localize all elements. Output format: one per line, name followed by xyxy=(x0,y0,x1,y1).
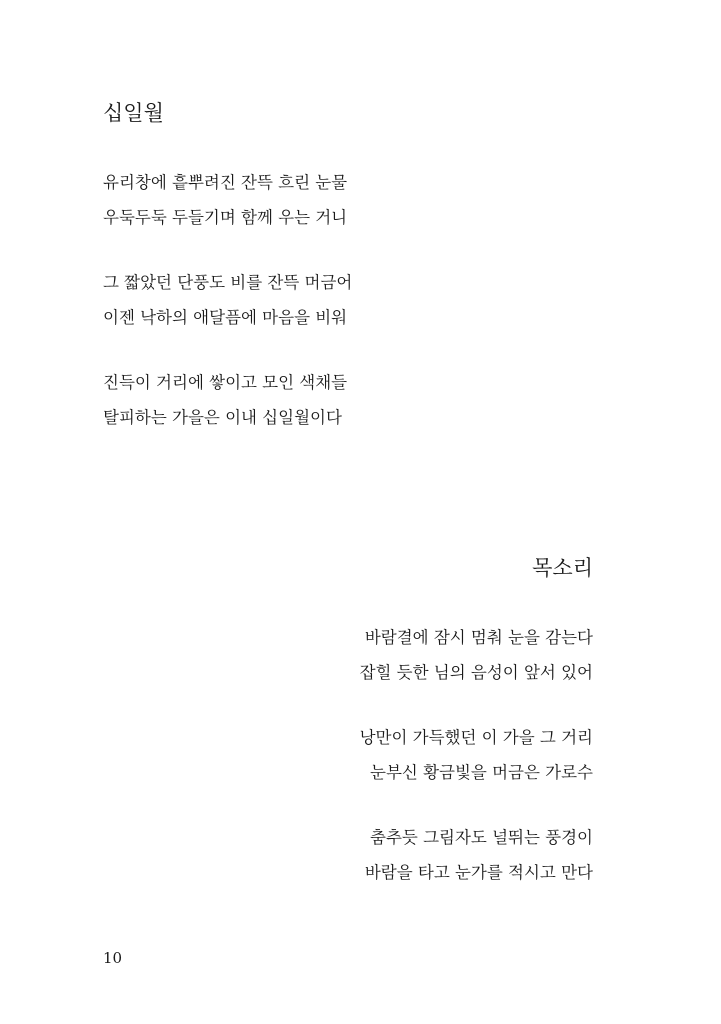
poem-line: 낭만이 가득했던 이 가을 그 거리 xyxy=(359,728,593,747)
poem-line: 바람을 타고 눈가를 적시고 만다 xyxy=(364,863,593,882)
poem-line: 그 짧았던 단풍도 비를 잔뜩 머금어 xyxy=(103,273,353,292)
page-number: 10 xyxy=(103,949,123,967)
poem-voice xyxy=(233,553,593,920)
poem-line: 탈피하는 가을은 이내 십일월이다 xyxy=(103,408,342,427)
poem-line: 이젠 낙하의 애달픔에 마음을 비워 xyxy=(103,308,348,327)
stanza xyxy=(103,365,423,435)
stanza xyxy=(233,820,593,890)
poem-line: 우둑두둑 두들기며 함께 우는 거니 xyxy=(103,208,348,227)
stanza xyxy=(103,265,423,335)
poem-line: 잡힐 듯한 님의 음성이 앞서 있어 xyxy=(359,663,593,682)
stanza xyxy=(233,720,593,790)
poem-line: 춤추듯 그림자도 널뛰는 풍경이 xyxy=(370,828,593,847)
stanza xyxy=(233,620,593,690)
poem-title: 목소리 xyxy=(532,556,593,580)
poem-title: 십일월 xyxy=(103,101,164,125)
poem-line: 유리창에 흩뿌려진 잔뜩 흐린 눈물 xyxy=(103,173,348,192)
stanza xyxy=(103,165,423,235)
poem-line: 눈부신 황금빛을 머금은 가로수 xyxy=(370,763,593,782)
poem-line: 진득이 거리에 쌓이고 모인 색채들 xyxy=(103,373,348,392)
poem-line: 바람결에 잠시 멈춰 눈을 감는다 xyxy=(364,628,593,647)
poem-november xyxy=(103,98,423,465)
